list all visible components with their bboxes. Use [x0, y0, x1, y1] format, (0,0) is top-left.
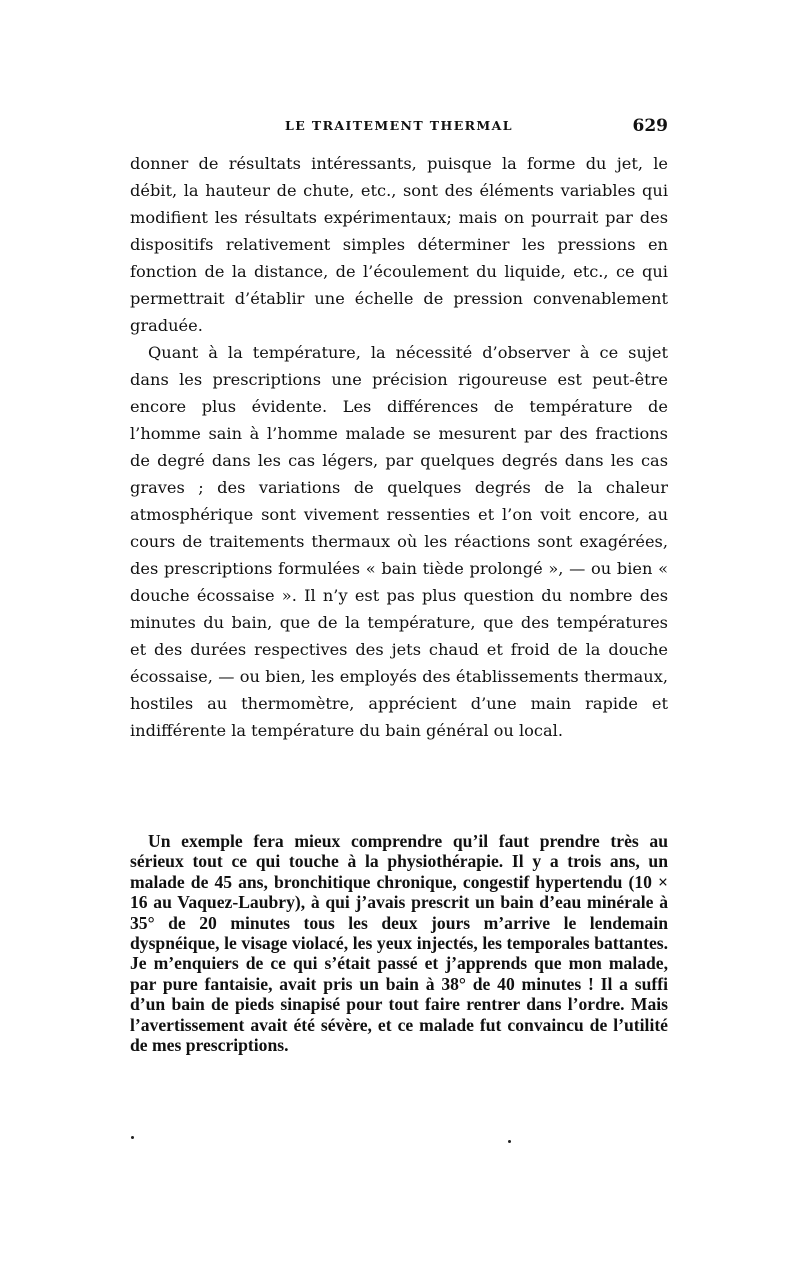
print-speck — [508, 1140, 511, 1143]
page-number: 629 — [632, 116, 668, 136]
running-title: LE TRAITEMENT THERMAL — [285, 118, 513, 133]
main-text — [130, 150, 668, 744]
note-paragraph: Un exemple fera mieux comprendre qu’il faut prendre très au sérieux tout ce qui touche à la physiothérapie. Il y a trois ans, un malade de 45 ans, bronchitique chronique, congestif hypertendu (10 × 16 au Vaquez-Laubry), à qui j’avais prescrit un bain d’eau minérale à 35° de 20 minutes tous les deux jours m’arrive le lendemain dyspnéique, le visage violacé, les yeux injectés, les temporales battantes. Je m’enquiers de ce qui s’était passé et j’apprends que mon malade, par pure fantaisie, avait pris un bain à 38° de 40 minutes ! Il a suffi d’un bain de pieds sinapisé pour tout faire rentrer dans l’ordre. Mais l’avertissement avait été sévère, et ce malade fut convaincu de l’utilité de mes prescriptions. — [130, 831, 668, 1056]
print-speck — [131, 1136, 134, 1139]
running-head — [130, 115, 668, 137]
example-note — [130, 831, 668, 1055]
paragraph-temperature: Quant à la température, la nécessité d’observer à ce sujet dans les prescriptions une précision rigoureuse est peut-être encore plus évidente. Les différences de température de l’homme sain à l’homme malade se mesurent par des fractions de degré dans les cas légers, par quelques degrés dans les cas graves ; des variations de quelques degrés de la chaleur atmosphérique sont vivement ressenties et l’on voit encore, au cours de traitements thermaux où les réactions sont exagérées, des prescriptions formulées « bain tiède prolongé », — ou bien « douche écossaise ». Il n’y est pas plus question du nombre des minutes du bain, que de la température, que des températures et des durées respectives des jets chaud et froid de la douche écossaise, — ou bien, les employés des établissements thermaux, hostiles au thermomètre, apprécient d’une main rapide et indifférente la température du bain général ou local. — [130, 343, 668, 740]
paragraph-continued: donner de résultats intéressants, puisque la forme du jet, le débit, la hauteur de chute, etc., sont des éléments variables qui modifient les résultats expérimentaux; mais on pourrait par des dispositifs relativement simples déterminer les pressions en fonction de la distance, de l’écoulement du liquide, etc., ce qui permettrait d’établir une échelle de pression convenablement graduée. — [130, 154, 668, 335]
